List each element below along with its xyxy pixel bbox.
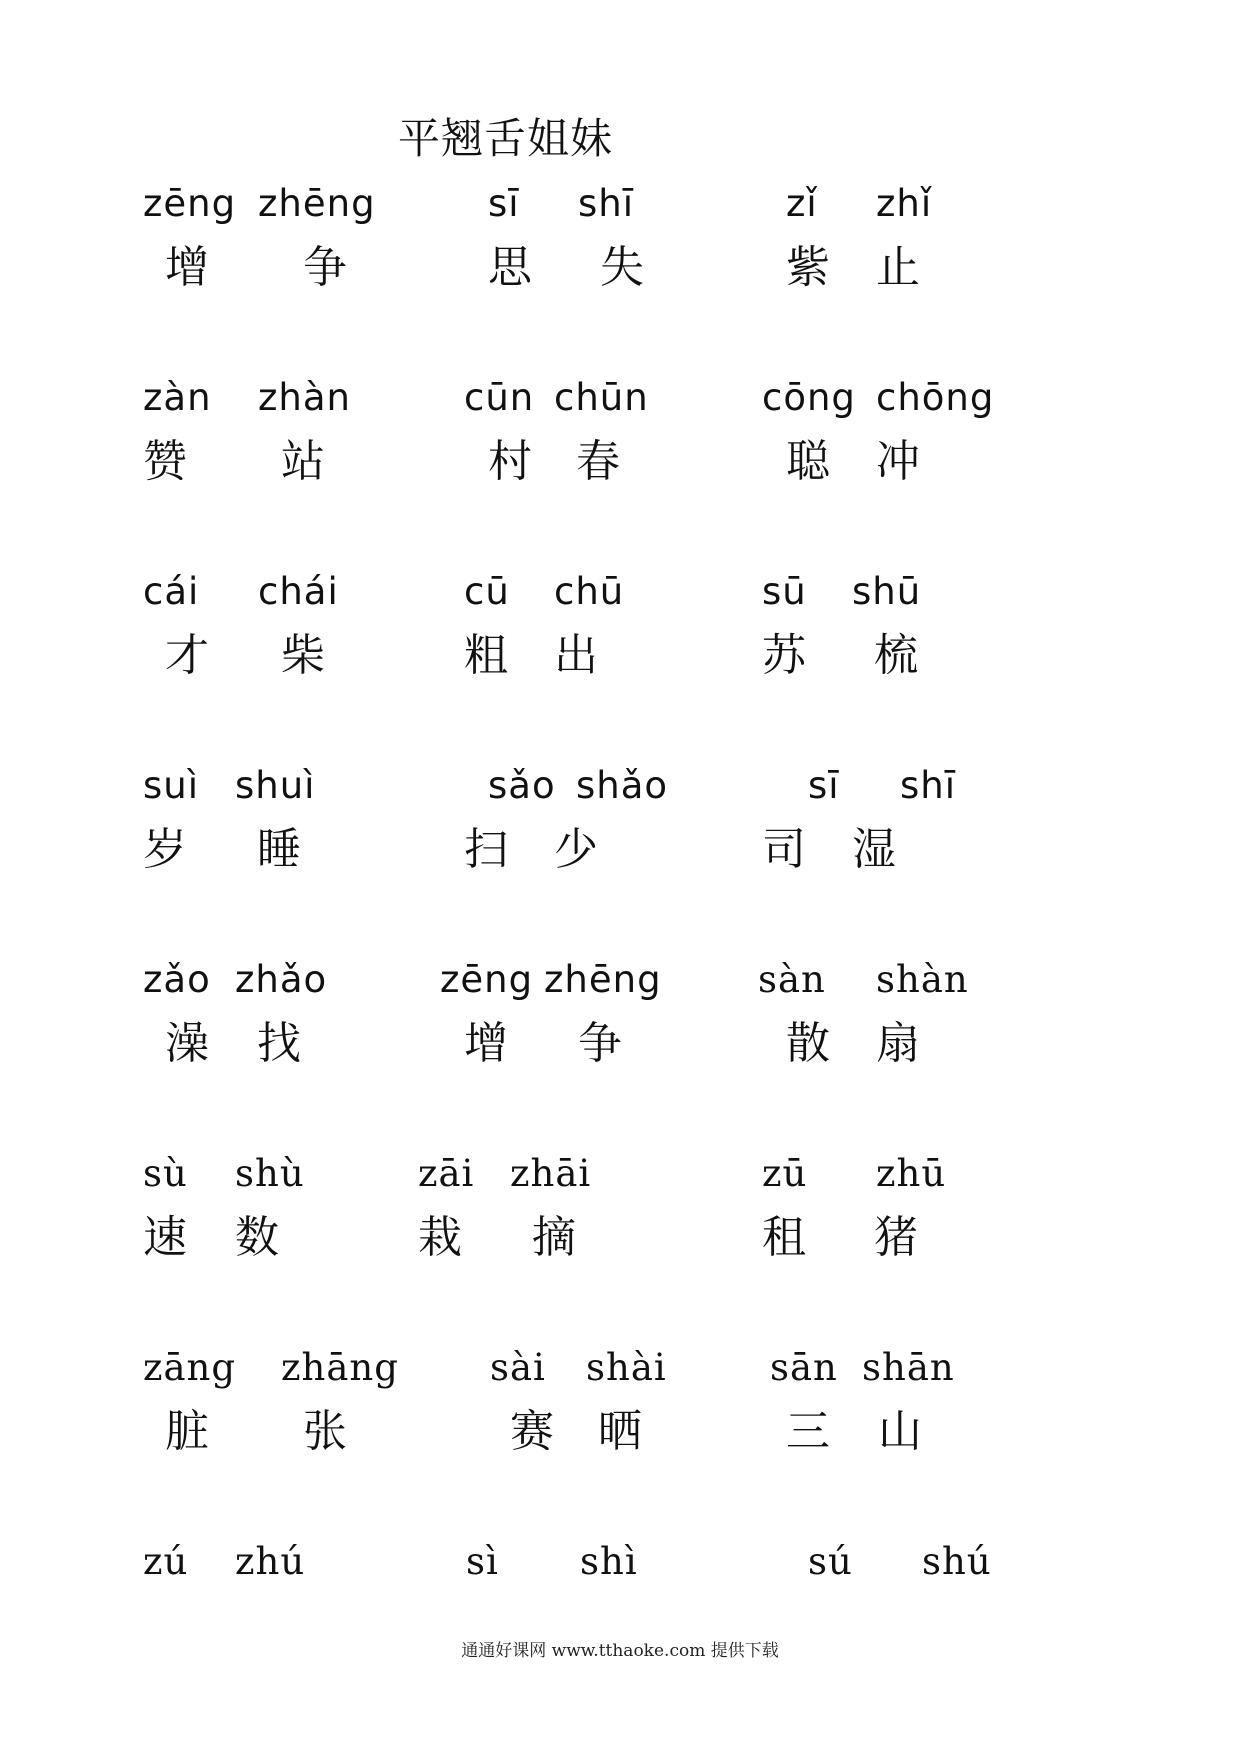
pinyin-retroflex: zhēng: [544, 958, 662, 1001]
hanzi-flat: 扫: [464, 824, 508, 875]
hanzi-retroflex: 出: [554, 630, 598, 681]
pinyin-flat: sàn: [758, 958, 826, 1001]
word-row: [0, 378, 1240, 498]
pinyin-flat: sú: [808, 1540, 853, 1583]
hanzi-retroflex: 失: [600, 242, 644, 293]
pinyin-flat: zǐ: [786, 182, 818, 225]
pinyin-flat: sài: [490, 1346, 546, 1389]
pinyin-retroflex: zhú: [235, 1540, 306, 1583]
hanzi-flat: 粗: [464, 630, 508, 681]
hanzi-flat: 栽: [418, 1212, 462, 1263]
hanzi-retroflex: 睡: [257, 824, 301, 875]
pinyin-retroflex: chái: [258, 570, 339, 613]
pinyin-retroflex: zhāi: [510, 1152, 592, 1195]
pinyin-retroflex: zhāng: [281, 1346, 399, 1389]
hanzi-retroflex: 止: [876, 242, 920, 293]
hanzi-flat: 速: [143, 1212, 187, 1263]
pinyin-retroflex: shì: [580, 1540, 638, 1583]
pinyin-flat: zàn: [143, 376, 212, 419]
hanzi-flat: 增: [165, 242, 209, 293]
pinyin-retroflex: shù: [235, 1152, 305, 1195]
pinyin-retroflex: zhēng: [258, 182, 376, 225]
pinyin-flat: suì: [143, 764, 200, 807]
hanzi-flat: 租: [762, 1212, 806, 1263]
hanzi-retroflex: 争: [303, 242, 347, 293]
pinyin-flat: sì: [466, 1540, 499, 1583]
pinyin-flat: sī: [488, 182, 520, 225]
pinyin-flat: cái: [143, 570, 200, 613]
hanzi-retroflex: 扇: [876, 1018, 920, 1069]
pinyin-flat: zāng: [143, 1346, 237, 1389]
hanzi-retroflex: 猪: [874, 1212, 918, 1263]
pinyin-flat: sù: [143, 1152, 188, 1195]
hanzi-flat: 赞: [143, 436, 187, 487]
pinyin-retroflex: shài: [586, 1346, 667, 1389]
pinyin-retroflex: shuì: [235, 764, 316, 807]
pinyin-flat: sī: [808, 764, 840, 807]
hanzi-retroflex: 争: [578, 1018, 622, 1069]
pinyin-flat: cōng: [762, 376, 856, 419]
pinyin-retroflex: shān: [862, 1346, 955, 1389]
pinyin-retroflex: shī: [900, 764, 957, 807]
hanzi-flat: 三: [786, 1406, 830, 1457]
hanzi-retroflex: 柴: [281, 630, 325, 681]
pinyin-retroflex: shī: [578, 182, 635, 225]
pinyin-retroflex: zhū: [876, 1152, 947, 1195]
word-row: [0, 1348, 1240, 1468]
pinyin-flat: zēng: [440, 958, 534, 1001]
pinyin-retroflex: chūn: [554, 376, 649, 419]
word-row: [0, 184, 1240, 304]
word-row: [0, 960, 1240, 1080]
pinyin-flat: zēng: [143, 182, 237, 225]
pinyin-retroflex: chū: [554, 570, 625, 613]
hanzi-retroflex: 少: [554, 824, 598, 875]
hanzi-flat: 散: [786, 1018, 830, 1069]
pinyin-flat: zāi: [418, 1152, 475, 1195]
hanzi-flat: 才: [165, 630, 209, 681]
hanzi-flat: 赛: [510, 1406, 554, 1457]
hanzi-flat: 紫: [786, 242, 830, 293]
hanzi-flat: 岁: [143, 824, 187, 875]
hanzi-flat: 增: [464, 1018, 508, 1069]
hanzi-retroflex: 春: [576, 436, 620, 487]
hanzi-retroflex: 数: [235, 1212, 279, 1263]
pinyin-retroflex: shǎo: [576, 764, 669, 807]
hanzi-retroflex: 山: [878, 1406, 922, 1457]
pinyin-flat: zú: [143, 1540, 189, 1583]
hanzi-flat: 脏: [165, 1406, 209, 1457]
hanzi-flat: 聪: [786, 436, 830, 487]
pinyin-retroflex: chōng: [876, 376, 995, 419]
hanzi-retroflex: 摘: [532, 1212, 576, 1263]
hanzi-retroflex: 冲: [876, 436, 920, 487]
pinyin-retroflex: zhǐ: [876, 182, 933, 225]
page-title: 平翘舌姐妹: [398, 114, 614, 163]
pinyin-flat: sān: [770, 1346, 838, 1389]
hanzi-retroflex: 站: [281, 436, 325, 487]
hanzi-retroflex: 梳: [874, 630, 918, 681]
pinyin-flat: zǎo: [143, 958, 211, 1001]
hanzi-retroflex: 找: [257, 1018, 301, 1069]
pinyin-flat: sū: [762, 570, 807, 613]
word-row: [0, 572, 1240, 692]
hanzi-flat: 司: [762, 824, 806, 875]
word-row: [0, 766, 1240, 886]
pinyin-retroflex: zhǎo: [235, 958, 328, 1001]
pinyin-retroflex: shū: [852, 570, 922, 613]
hanzi-retroflex: 晒: [598, 1406, 642, 1457]
word-row: [0, 1154, 1240, 1274]
pinyin-retroflex: shú: [922, 1540, 992, 1583]
pinyin-flat: cū: [464, 570, 510, 613]
hanzi-flat: 思: [488, 242, 532, 293]
hanzi-flat: 苏: [762, 630, 806, 681]
footer-credit: 通通好课网 www.tthaoke.com 提供下载: [461, 1641, 779, 1661]
pinyin-flat: zū: [762, 1152, 808, 1195]
hanzi-retroflex: 湿: [852, 824, 896, 875]
pinyin-flat: cūn: [464, 376, 535, 419]
pinyin-retroflex: zhàn: [258, 376, 351, 419]
pinyin-retroflex: shàn: [876, 958, 969, 1001]
pinyin-flat: sǎo: [488, 764, 556, 807]
hanzi-flat: 澡: [165, 1018, 209, 1069]
hanzi-retroflex: 张: [303, 1406, 347, 1457]
hanzi-flat: 村: [488, 436, 532, 487]
